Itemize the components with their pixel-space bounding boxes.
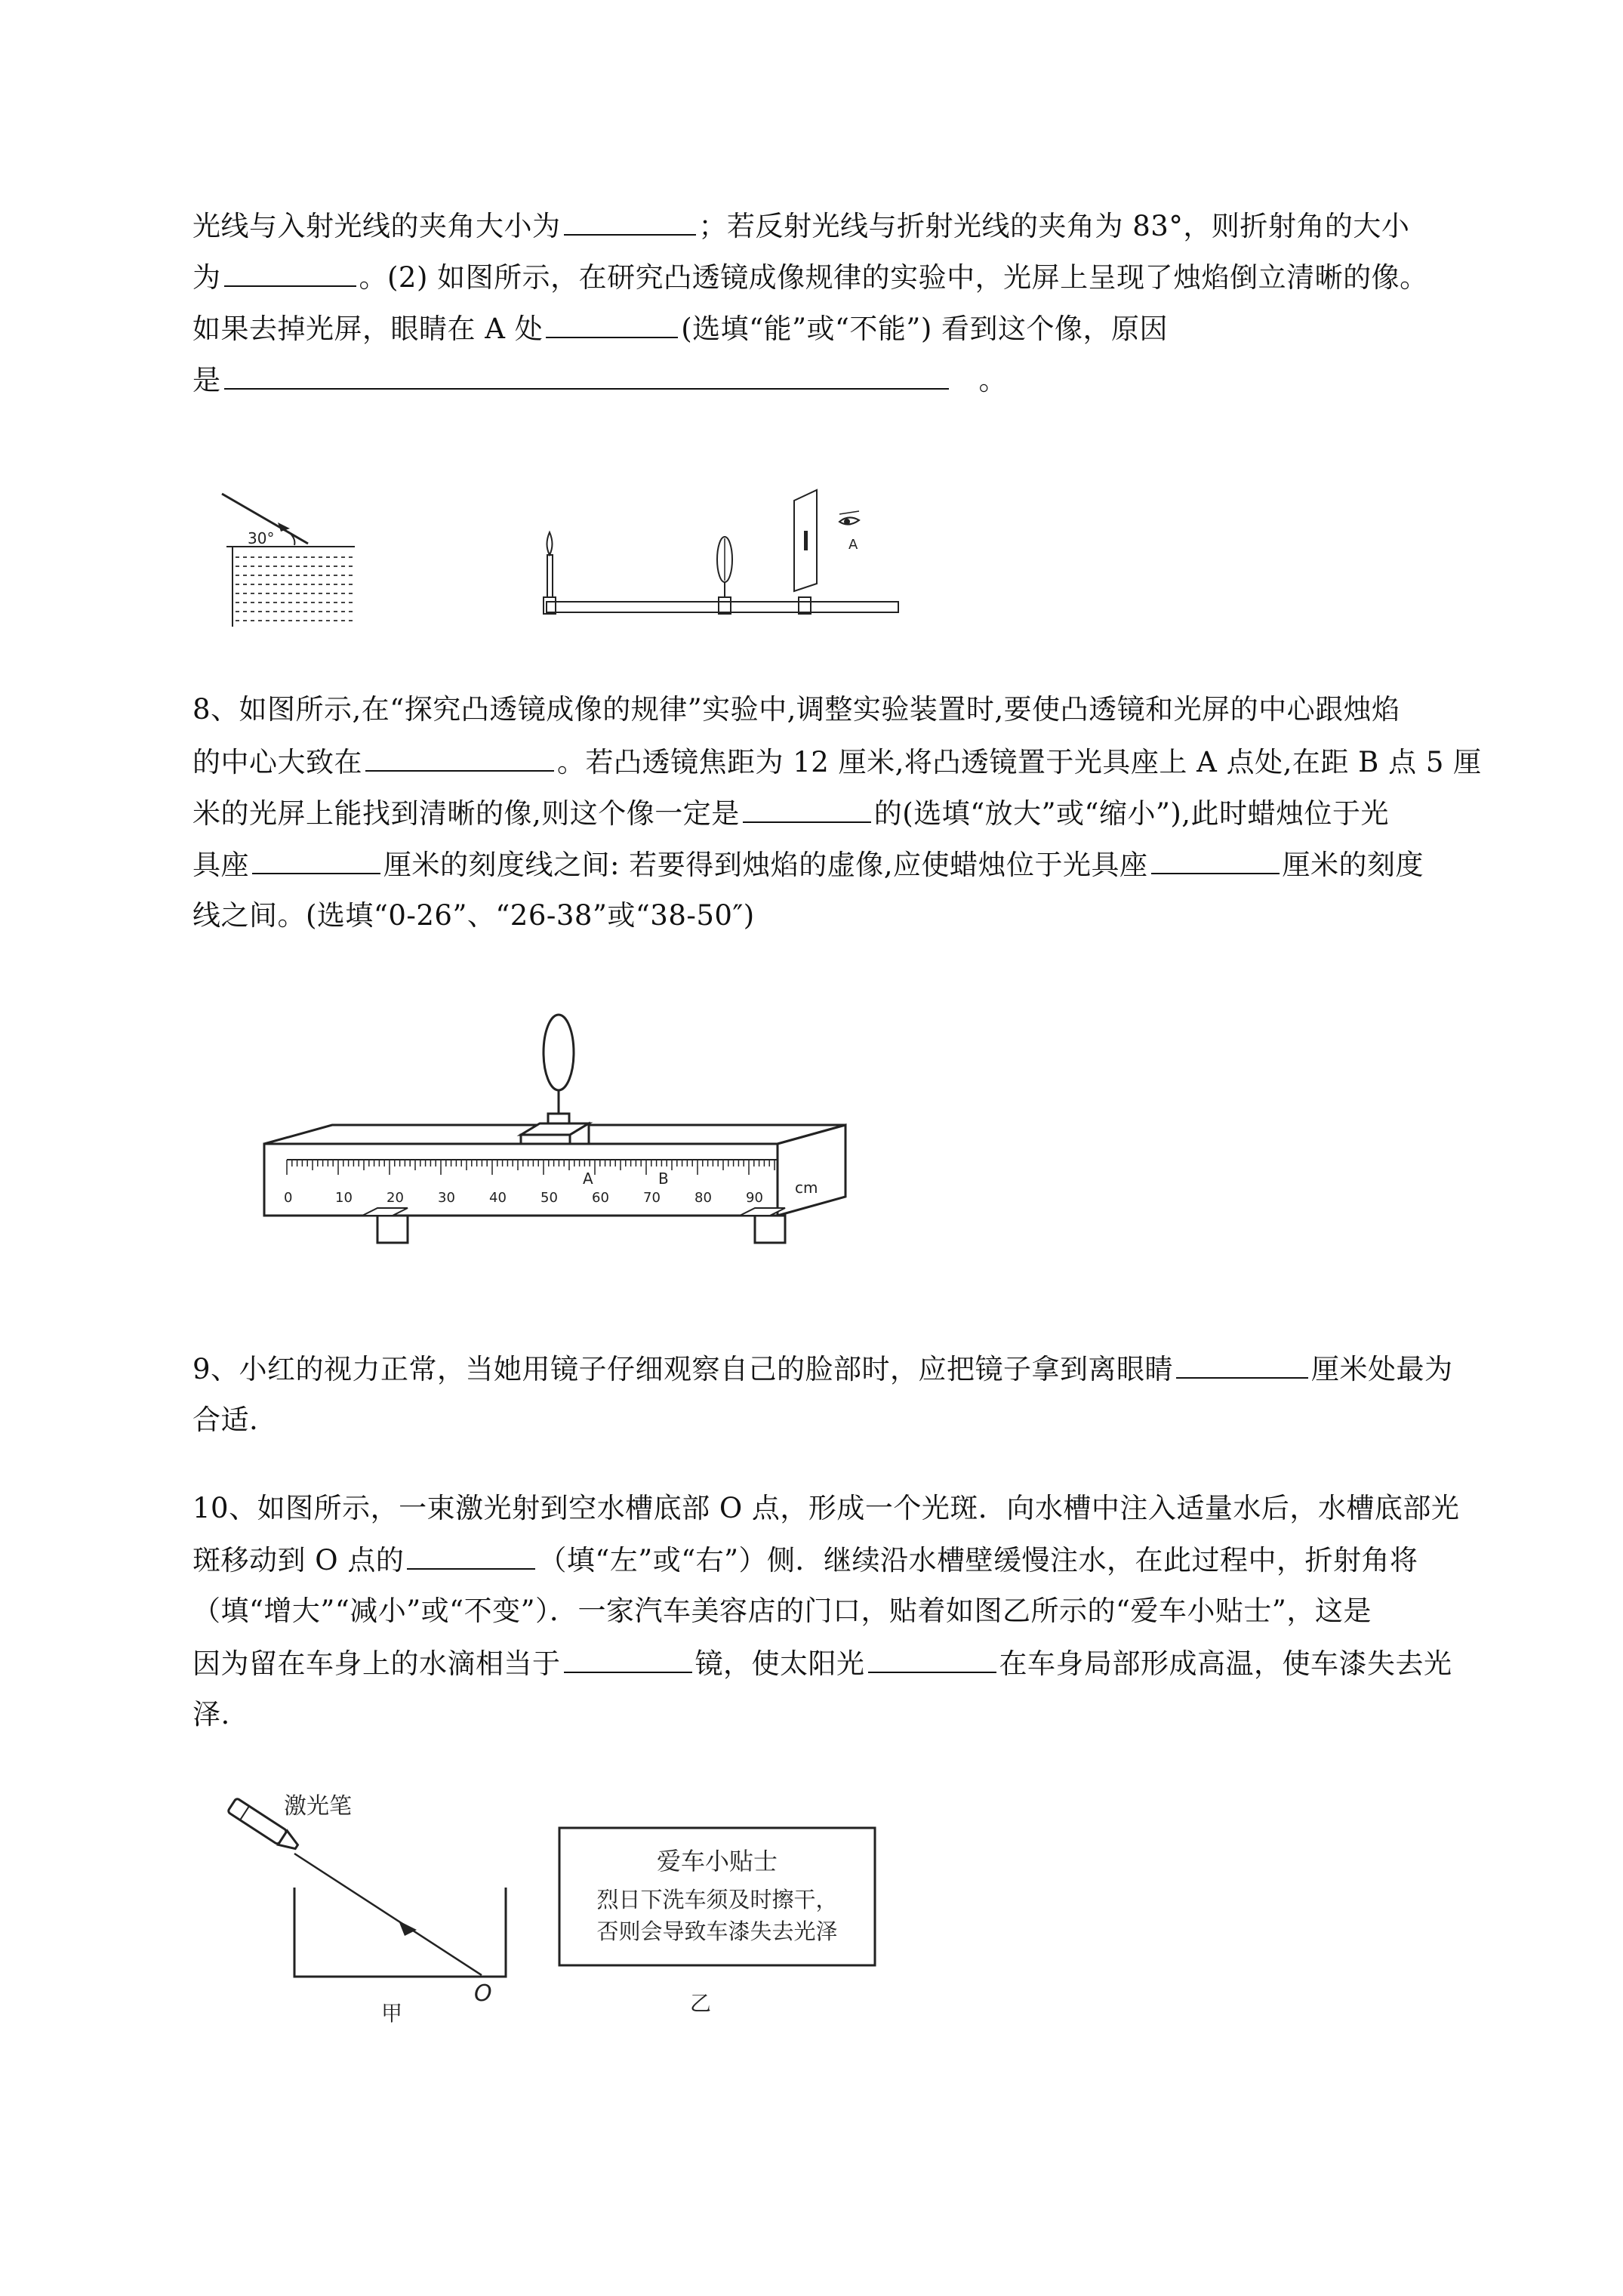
answer-blank[interactable] (224, 362, 949, 390)
q10-text: 10、如图所示，一束激光射到空水槽底部 O 点，形成一个光斑．向水槽中注入适量水后，水槽底部光 (192, 1492, 1460, 1524)
ruler-tick-label: 80 (694, 1190, 712, 1206)
q10-text: 镜，使太阳光 (694, 1647, 865, 1680)
answer-blank[interactable] (564, 208, 696, 236)
q7-water-figure (211, 483, 362, 634)
q7-text: 光线与入射光线的夹角大小为 (192, 210, 561, 242)
sign-line-1: 烈日下洗车须及时擦干， (596, 1887, 838, 1912)
water-tank (294, 1888, 506, 1977)
answer-blank[interactable] (365, 744, 554, 772)
q7-line-1 (192, 208, 1409, 244)
q8-line-5 (192, 898, 755, 933)
answer-blank[interactable] (546, 311, 678, 338)
water-diagram (211, 483, 362, 634)
q7-text: 是 (192, 364, 221, 396)
point-a-label: A (583, 1170, 593, 1188)
q8-text: 。若凸透镜焦距为 12 厘米,将凸透镜置于光具座上 A 点处,在距 B 点 5 厘 (557, 746, 1482, 778)
q10-line-2 (192, 1542, 1418, 1578)
q10-laser-figure (219, 1782, 536, 2023)
sign-title: 爱车小贴士 (656, 1847, 778, 1875)
ruler-tick-label: 30 (438, 1190, 455, 1206)
ruler-tick-label: 60 (592, 1190, 609, 1206)
q8-text: 厘米的刻度 (1282, 849, 1424, 881)
ruler-tick-label: 50 (540, 1190, 558, 1206)
q10-text: 斑移动到 O 点的 (192, 1544, 405, 1576)
q7-line-3 (192, 311, 1168, 347)
q8-line-4 (192, 847, 1424, 883)
ruler-unit: cm (795, 1179, 818, 1197)
q8-text: 的中心大致在 (192, 746, 362, 778)
ruler-tick-label: 70 (643, 1190, 661, 1206)
bench-rail (547, 602, 898, 612)
q10-line-3 (192, 1594, 1372, 1629)
q7-text: 。(2) 如图所示，在研究凸透镜成像规律的实验中，光屏上呈现了烛焰倒立清晰的像。 (359, 261, 1428, 294)
ray-arrow (278, 522, 290, 532)
lens (544, 1015, 574, 1129)
sign-line-2: 否则会导致车漆失去光泽 (596, 1918, 838, 1944)
answer-blank[interactable] (252, 847, 380, 874)
q10-line-1 (192, 1491, 1459, 1526)
q7-text: (选填“能”或“不能”) 看到这个像，原因 (681, 313, 1169, 345)
figure-caption-jia: 甲 (381, 2001, 403, 2023)
ruler-tick-label: 40 (489, 1190, 507, 1206)
q10-text: 在车身局部形成高温，使车漆失去光 (999, 1647, 1452, 1680)
q7-text: 。 (978, 364, 1007, 396)
beam-arrow (399, 1921, 417, 1936)
q8-text: 厘米的刻度线之间: 若要得到烛焰的虚像,应使蜡烛位于光具座 (383, 849, 1148, 881)
q9-text: 厘米处最为 (1311, 1353, 1453, 1385)
q9-line-2 (192, 1403, 258, 1438)
answer-blank[interactable] (868, 1646, 996, 1673)
q8-text: 具座 (192, 849, 249, 881)
q10-sign-figure (557, 1826, 882, 2029)
q7-text: 为 (192, 261, 221, 294)
optical-bench-small (528, 442, 921, 627)
answer-blank[interactable] (1176, 1351, 1308, 1379)
answer-blank[interactable] (1151, 847, 1280, 874)
q10-text: （填“增大”“减小”或“不变”）．一家汽车美容店的门口，贴着如图乙所示的“爱车小贴士”，这是 (192, 1595, 1372, 1627)
q9-text: 合适. (192, 1404, 259, 1436)
q8-line-3 (192, 796, 1389, 831)
car-tip-sign (557, 1826, 882, 2029)
point-b-label: B (658, 1170, 669, 1188)
ruler-tick-label: 0 (284, 1190, 293, 1206)
q7-bench-figure (528, 442, 921, 627)
q10-text: 泽. (192, 1698, 230, 1730)
laser-pen-label: 激光笔 (284, 1793, 352, 1820)
q10-line-5 (192, 1697, 230, 1732)
answer-blank[interactable] (743, 796, 871, 823)
inverted-image (804, 531, 808, 550)
ruler-tick-label: 10 (335, 1190, 353, 1206)
q10-text: 因为留在车身上的水滴相当于 (192, 1647, 561, 1680)
ruler-tick-label: 20 (387, 1190, 404, 1206)
answer-blank[interactable] (407, 1542, 535, 1570)
laser-tank-diagram (219, 1782, 536, 2023)
q9-line-1 (192, 1351, 1453, 1387)
optical-bench-ruler (257, 1012, 891, 1284)
q10-line-4 (192, 1646, 1452, 1681)
eye-icon (839, 511, 859, 525)
q7-text: 如果去掉光屏，眼睛在 A 处 (192, 313, 544, 345)
q8-text: 8、如图所示,在“探究凸透镜成像的规律”实验中,调整实验装置时,要使凸透镜和光屏的中心跟烛焰 (192, 693, 1400, 726)
flame (547, 532, 553, 555)
answer-blank[interactable] (224, 260, 356, 287)
water-hatching (236, 557, 355, 621)
point-a-label: A (848, 537, 858, 553)
q10-text: （填“左”或“右”）侧．继续沿水槽壁缓慢注水，在此过程中，折射角将 (538, 1544, 1418, 1576)
figure-caption-yi: 乙 (690, 1991, 712, 2016)
q8-line-1 (192, 692, 1400, 727)
q8-bench-figure (257, 1012, 891, 1284)
q8-text: 线之间。(选填“0-26”、“26-38”或“38-50″) (192, 899, 755, 932)
ruler-tick-label: 90 (746, 1190, 763, 1206)
q7-text: ；若反射光线与折射光线的夹角为 83°，则折射角的大小 (698, 210, 1410, 242)
laser-beam (294, 1854, 482, 1975)
q8-line-2 (192, 744, 1482, 780)
answer-blank[interactable] (564, 1646, 692, 1673)
q8-text: 米的光屏上能找到清晰的像,则这个像一定是 (192, 797, 740, 830)
q7-line-4 (192, 362, 1007, 398)
q7-line-2 (192, 260, 1428, 295)
screen (794, 490, 817, 614)
q8-text: 的(选填“放大”或“缩小”),此时蜡烛位于光 (873, 797, 1390, 830)
point-o-label: O (474, 1980, 492, 2007)
angle-label: 30° (248, 529, 275, 547)
q9-text: 9、小红的视力正常，当她用镜子仔细观察自己的脸部时，应把镜子拿到离眼睛 (192, 1353, 1174, 1385)
